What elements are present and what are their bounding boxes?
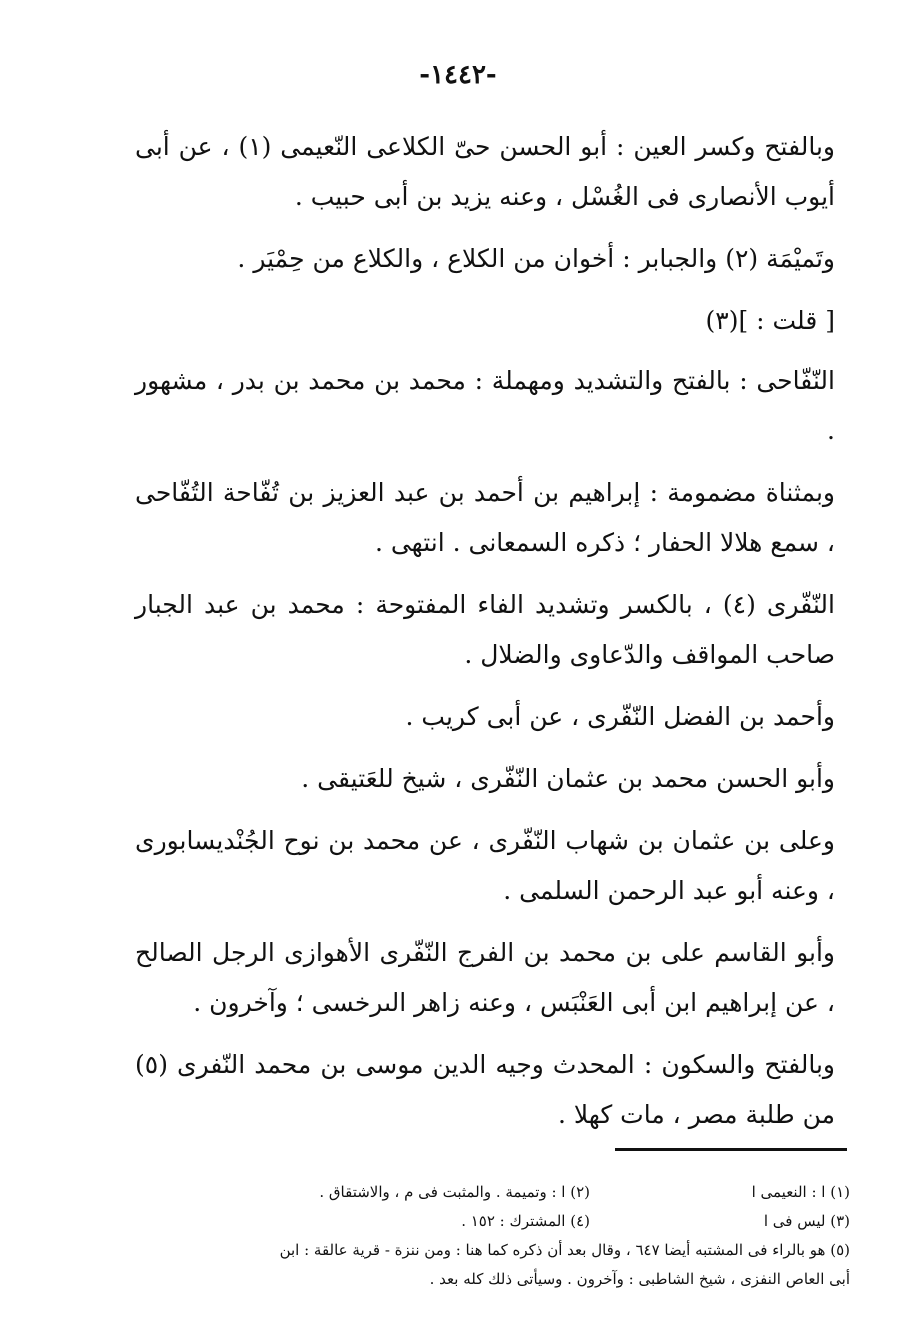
paragraph: وأبو الحسن محمد بن عثمان النّفّرى ، شيخ للعَتيقى . (301, 764, 835, 793)
footnote-5-line: أبى العاص النفزى ، شيخ الشاطبى : وآخرون . وسيأتى ذلك كله بعد . (429, 1270, 850, 1288)
footnotes (135, 1178, 850, 1294)
footnote-4: (٤) المشترك : ١٥٢ . (461, 1212, 590, 1230)
paragraph: النّفّرى (٤) ، بالكسر وتشديد الفاء المفتوحة : محمد بن عبد الجبار صاحب المواقف والدّعاوى والضلال . (135, 590, 835, 669)
paragraph: وأحمد بن الفضل النّفّرى ، عن أبى كريب . (405, 702, 835, 731)
paragraph: وعلى بن عثمان بن شهاب النّفّرى ، عن محمد بن نوح الجُنْديسابورى ، وعنه أبو عبد الرحمن السلمى . (135, 826, 835, 905)
page-number: -١٤٤٢- (419, 60, 497, 90)
paragraph: وبالفتح والسكون : المحدث وجيه الدين موسى بن محمد النّفرى (٥) من طلبة مصر ، مات كهلا . (135, 1050, 835, 1129)
footnote-separator (615, 1148, 847, 1151)
paragraph: النّفّاحى : بالفتح والتشديد ومهملة : محمد بن محمد بن بدر ، مشهور . (135, 366, 835, 445)
footnote-1: (١) ا : النعيمى ا (751, 1183, 850, 1201)
footnote-row (135, 1207, 850, 1236)
footnote-row (135, 1178, 850, 1207)
paragraph: [ قلت : ](٣) (705, 306, 835, 335)
paragraph: وتَميْمَة (٢) والجبابر : أخوان من الكلاع ، والكلاع من حِمْيَر . (237, 244, 835, 273)
paragraph: وبالفتح وكسر العين : أبو الحسن حىّ الكلاعى النّعيمى (١) ، عن أبى أيوب الأنصارى فى الغُسْل ، وعنه يزيد بن أبى حبيب . (135, 132, 835, 211)
footnote-3: (٣) ليس فى ا (763, 1212, 850, 1230)
paragraph: وبمثناة مضمومة : إبراهيم بن أحمد بن عبد العزيز بن تُفّاحة التُفّاحى ، سمع هلالا الحفار ؛ ذكره السمعانى . انتهى . (135, 478, 835, 557)
footnote-2: (٢) ا : وتميمة . والمثبت فى م ، والاشتقاق . (319, 1183, 590, 1201)
footnote-5-line: (٥) هو بالراء فى المشتبه أيضا ٦٤٧ ، وقال بعد أن ذكره كما هنا : ومن ننزة - قرية عالقة : ابن (279, 1241, 850, 1259)
footnote-5 (135, 1236, 850, 1294)
main-text (135, 122, 835, 1152)
paragraph: وأبو القاسم على بن محمد بن الفرج النّفّرى الأهوازى الرجل الصالح ، عن إبراهيم ابن أبى العَنْبَس ، وعنه زاهر الىرخسى ؛ وآخرون . (135, 938, 835, 1017)
